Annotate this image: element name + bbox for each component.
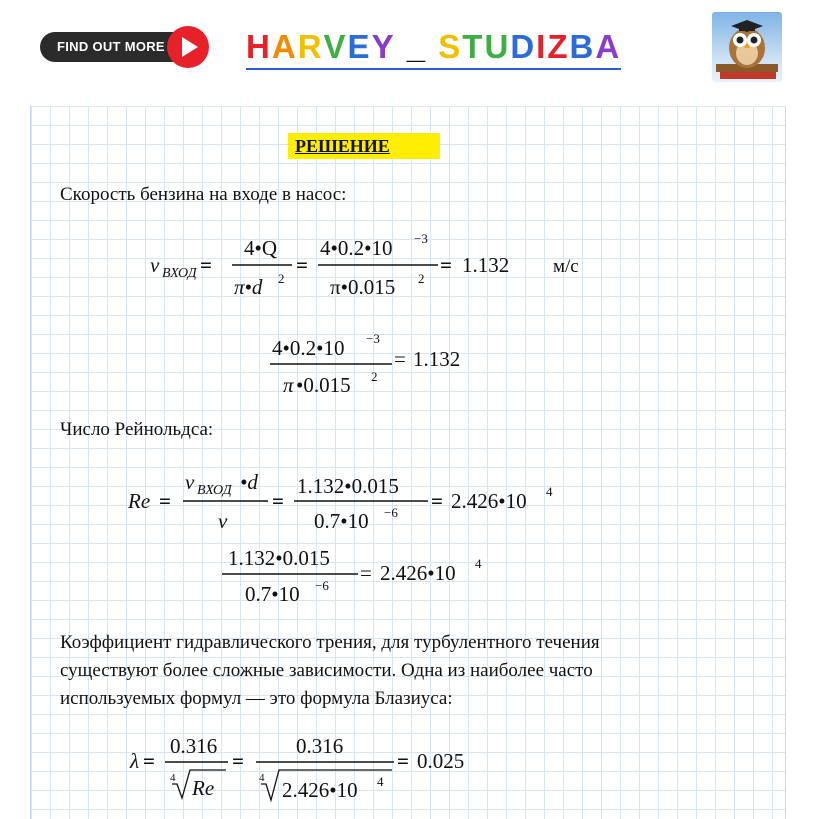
eq3-frac2-num: 1.132•0.015 <box>297 474 399 498</box>
brand-letter: V <box>323 28 348 65</box>
eq1-frac2-num-sup: −3 <box>414 231 428 246</box>
eq1-equals-3: = <box>440 253 452 277</box>
eq3-equals-1: = <box>159 489 171 513</box>
eq1-result: 1.132 <box>462 253 510 277</box>
brand-letter: A <box>271 28 298 65</box>
eq2-result: 1.132 <box>413 347 461 371</box>
brand-letter: T <box>462 28 485 65</box>
brand-letter: _ <box>406 28 428 65</box>
eq4-den-sup: −6 <box>315 578 329 593</box>
eq4-equals: = <box>360 561 372 585</box>
eq1-equals-2: = <box>296 253 308 277</box>
eq1-frac1-num: 4•Q <box>244 236 278 260</box>
eq1-frac2-den-sup: 2 <box>418 271 425 286</box>
eq3-equals-2: = <box>272 489 284 513</box>
eq3-frac2-den: 0.7•10 <box>314 509 369 533</box>
friction-paragraph-line-3: используемых формул — это формула Блазиуса: <box>60 688 453 709</box>
eq5-frac1-root-index: 4 <box>170 772 176 784</box>
eq2-equals: = <box>394 347 406 371</box>
friction-paragraph-line-2: существуют более сложные зависимости. Одна из наиболее часто <box>60 660 593 681</box>
brand-letter: B <box>569 28 596 65</box>
eq5-lhs: λ <box>130 749 140 773</box>
eq3-frac1-den: ν <box>218 509 228 533</box>
eq5-equals-3: = <box>397 749 409 773</box>
eq4-result-sup: 4 <box>475 556 482 571</box>
eq5-frac1-root-body: Re <box>192 776 215 800</box>
eq2-den-sup: 2 <box>371 369 378 384</box>
equation-reynolds <box>127 470 553 533</box>
eq5-frac2-root-index: 4 <box>259 772 265 784</box>
eq1-frac2-den: π•0.015 <box>330 275 396 299</box>
reynolds-paragraph: Число Рейнольдса: <box>60 419 214 440</box>
eq3-lhs: Re <box>128 489 151 513</box>
eq5-result: 0.025 <box>417 749 465 773</box>
eq2-den-rest: •0.015 <box>296 373 351 397</box>
velocity-paragraph: Скорость бензина на входе в насос: <box>60 184 347 205</box>
eq3-frac1-num-var: v <box>185 470 195 494</box>
eq5-frac1-num: 0.316 <box>170 734 218 758</box>
brand-letter: H <box>246 28 272 65</box>
friction-paragraph-line-1: Коэффициент гидравлического трения, для турбулентного течения <box>60 632 600 653</box>
equation-velocity-check <box>270 331 460 397</box>
eq3-result-sup: 4 <box>546 484 553 499</box>
eq4-den: 0.7•10 <box>245 582 300 606</box>
eq3-frac1-num-sub: ВХОД <box>197 483 232 498</box>
equation-reynolds-check <box>222 546 482 606</box>
eq1-frac1-den-sup: 2 <box>278 271 285 286</box>
eq3-frac2-den-sup: −6 <box>384 505 398 520</box>
eq5-frac2-root-sup: 4 <box>377 774 384 789</box>
eq2-num: 4•0.2•10 <box>272 336 345 360</box>
eq1-unit: м/с <box>553 256 579 277</box>
eq1-lhs-var: v <box>150 253 160 277</box>
eq1-lhs-sub: ВХОД <box>162 266 197 281</box>
eq4-result: 2.426•10 <box>380 561 456 585</box>
brand-letter: E <box>347 28 372 65</box>
eq5-equals-2: = <box>232 749 244 773</box>
brand-letter: Z <box>547 28 570 65</box>
brand-letter: Y <box>371 28 396 65</box>
equation-velocity <box>150 231 579 299</box>
brand-letter: U <box>484 28 511 65</box>
brand-letter: R <box>297 28 324 65</box>
brand-letter: S <box>438 28 463 65</box>
eq3-frac1-num-rest: •d <box>240 470 258 494</box>
eq2-den-pi: π <box>283 373 294 397</box>
brand-letter: A <box>595 28 622 65</box>
eq3-equals-3: = <box>431 489 443 513</box>
eq4-num: 1.132•0.015 <box>228 546 330 570</box>
eq5-equals-1: = <box>143 749 155 773</box>
equation-blasius <box>129 734 464 802</box>
eq1-equals-1: = <box>200 253 212 277</box>
brand-letter: D <box>510 28 537 65</box>
section-heading: РЕШЕНИЕ <box>288 133 440 159</box>
eq2-num-sup: −3 <box>366 331 380 346</box>
eq5-frac2-root-body: 2.426•10 <box>282 778 358 802</box>
eq1-frac2-num: 4•0.2•10 <box>320 236 393 260</box>
eq3-result: 2.426•10 <box>451 489 527 513</box>
eq1-frac1-den: π•d <box>234 275 263 299</box>
eq5-frac2-num: 0.316 <box>296 734 344 758</box>
find-out-more-label: FIND OUT MORE <box>40 32 190 62</box>
brand-letter: I <box>536 28 548 65</box>
